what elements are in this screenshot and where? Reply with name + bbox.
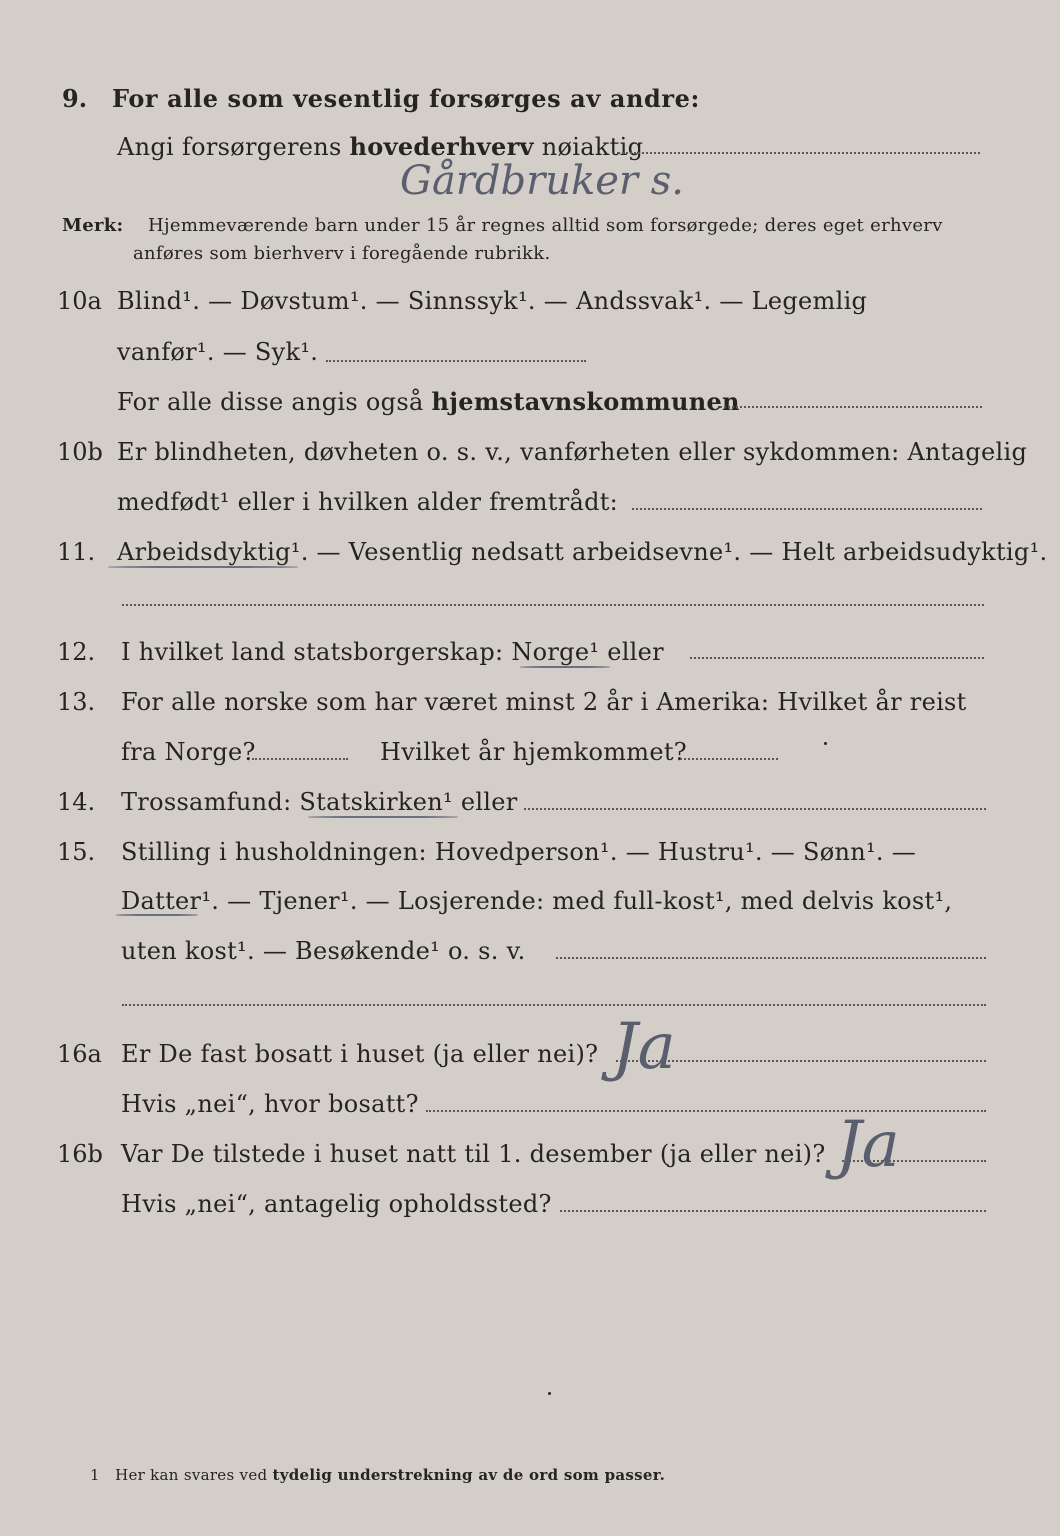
q12-norge: Norge¹ [511,638,600,666]
q12-line1 [121,638,664,666]
footnote-text: Her kan svares ved [115,1466,273,1484]
q14-statskirken: Statskirken¹ [299,788,453,816]
q13-line1: For alle norske som har været minst 2 år i Amerika: Hvilket år reist [121,688,967,716]
footnote-mark: 1 [90,1466,100,1484]
q9-number: 9. [62,84,88,113]
q12-number: 12. [57,638,96,666]
q16a-number: 16a [57,1040,102,1068]
q16a-line2: Hvis „nei“, hvor bosatt? [121,1090,419,1118]
q16a-bosatt-line [426,1110,986,1112]
q10b-number: 10b [57,438,103,466]
q10a-line2: vanfør¹. — Syk¹. [117,338,319,366]
q11-number: 11. [57,538,96,566]
q9-handwritten-answer: Gårdbruker s. [400,158,685,204]
q13-reist-line [252,758,348,760]
q9-prompt-text: Angi forsørgerens [117,133,350,161]
q12-eller-line [690,657,984,659]
merk-line1: Hjemmeværende barn under 15 år regnes alltid som forsørgede; deres eget erhverv [148,215,943,236]
q13-number: 13. [57,688,96,716]
q10b-line2: medfødt¹ eller i hvilken alder fremtrådt: [117,488,619,516]
q14-line1 [121,788,518,816]
q9-title: For alle som vesentlig forsørges av andre: [112,84,700,113]
merk-label: Merk: [62,215,124,236]
q15-blank-line [122,1004,986,1006]
q14-eller-line [524,808,986,810]
q16b-line1: Var De tilstede i huset natt til 1. desember (ja eller nei)? [121,1140,826,1168]
q10a-line3-text: For alle disse angis også [117,388,432,416]
q10b-line1: Er blindheten, døvheten o. s. v., vanførheten eller sykdommen: Antagelig [117,438,1028,466]
q15-underline-mark [116,914,198,916]
q11-line1: Arbeidsdyktig¹. — Vesentlig nedsatt arbeidsevne¹. — Helt arbeidsudyktig¹. [117,538,1048,566]
q14-underline-mark [308,816,458,818]
q16b-line2: Hvis „nei“, antagelig opholdssted? [121,1190,552,1218]
q15-osv-line [556,957,986,959]
q10b-alder-line [632,508,982,510]
q10a-syk-line [326,360,586,362]
q11-underline-mark [108,566,298,568]
q16b-number: 16b [57,1140,103,1168]
q12-tail: eller [599,638,664,666]
q16a-handwritten-answer: Ja [612,1010,676,1084]
merk-line2: anføres som bierhverv i foregående rubrikk. [133,243,551,264]
q9-prompt [117,132,643,161]
q15-number: 15. [57,838,96,866]
q13-line2b: Hvilket år hjemkommet? [380,738,687,766]
q10a-line3-bold: hjemstavnskommunen [431,387,740,416]
q10a-kommune-line [720,406,982,408]
q16b-handwritten-answer: Ja [836,1108,900,1182]
q10a-line3 [117,387,740,416]
q9-prompt-tail: nøiaktig [533,133,644,161]
q14-text: Trossamfund: [121,788,300,816]
q16b-sted-line [560,1210,986,1212]
q10a-number: 10a [57,287,102,315]
footnote [90,1466,665,1484]
q16a-line1: Er De fast bosatt i huset (ja eller nei)? [121,1040,599,1068]
q15-line3: uten kost¹. — Besøkende¹ o. s. v. [121,937,526,965]
q9-answer-line [618,152,980,154]
q10a-line1: Blind¹. — Døvstum¹. — Sinnssyk¹. — Andssvak¹. — Legemlig [117,287,868,315]
q12-underline-mark [520,666,610,668]
q9-prompt-bold: hovederhverv [349,132,534,161]
q15-line2: Datter¹. — Tjener¹. — Losjerende: med full-kost¹, med delvis kost¹, [121,887,953,915]
q13-hjemkommet-line [680,758,778,760]
q14-tail: eller [452,788,518,816]
q14-number: 14. [57,788,96,816]
ink-speck [824,742,827,745]
q12-text: I hvilket land statsborgerskap: [121,638,512,666]
q11-blank-line [122,604,984,606]
q15-line1: Stilling i husholdningen: Hovedperson¹. — Hustru¹. — Sønn¹. — [121,838,917,866]
q13-line2a: fra Norge? [121,738,256,766]
ink-speck-lower [548,1392,551,1395]
footnote-bold: tydelig understrekning av de ord som passer. [272,1466,666,1484]
